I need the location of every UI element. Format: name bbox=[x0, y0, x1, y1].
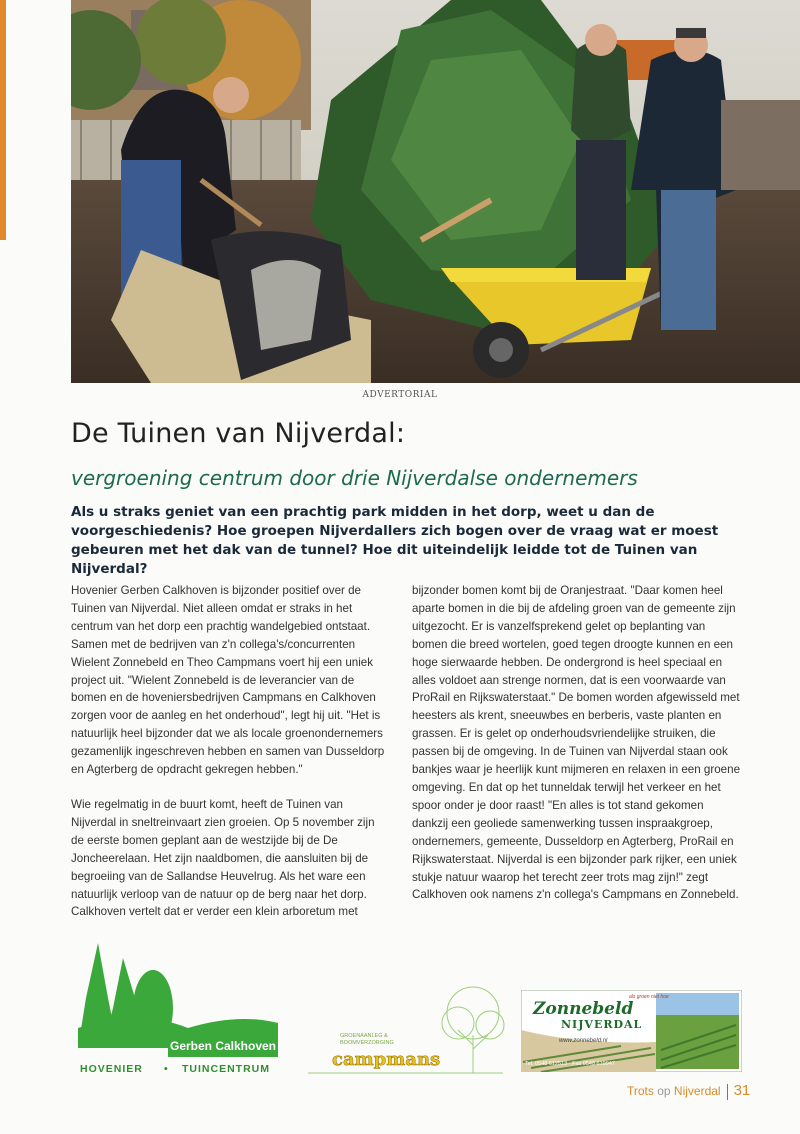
calkhoven-dot: • bbox=[164, 1063, 168, 1075]
zonnebeld-phone: Tel. 0548 612513 - Fax 0548 619947 bbox=[525, 1061, 615, 1067]
calkhoven-left: HOVENIER bbox=[80, 1063, 143, 1075]
page-number: 31 bbox=[733, 1082, 751, 1099]
campmans-tag1: GROENAANLEG & bbox=[340, 1033, 388, 1039]
zonnebeld-name: Zonnebeld bbox=[533, 999, 634, 1019]
zonnebeld-place: NIJVERDAL bbox=[561, 1018, 643, 1031]
article-column-2 bbox=[412, 582, 742, 921]
paragraph: Wie regelmatig in de buurt komt, heeft de Tuinen van Nijverdal in sneltreinvaart zien groeien. Op 5 november zijn de eerste bomen geplant aan de westzijde bij de De Joncheerelaan. Het zijn naaldbomen, die aansluiten bij de begroeiing van de Sallandse Heuvelrug. Als het ware een natuurlijk verloop van de natuur op de berg naar het dorp. Calkhoven vertelt dat er verder een klein arboretum met bbox=[71, 797, 375, 919]
edge-accent-bar bbox=[0, 0, 6, 240]
footer-text-b: op bbox=[653, 1084, 674, 1098]
article-subtitle: vergroening centrum door drie Nijverdalse ondernemers bbox=[71, 466, 638, 490]
article-column-1 bbox=[71, 582, 389, 938]
footer-divider bbox=[727, 1084, 728, 1100]
paragraph: Hovenier Gerben Calkhoven is bijzonder positief over de Tuinen van Nijverdal. Niet alleen omdat er straks in het centrum van het dorp een prachtig wandelgebied ontstaat. Samen met de bedrijven van z'n collega's/concurrenten Wielent Zonnebeld en Theo Campmans voert hij een uniek project uit. "Wielent Zonnebeld is de leverancier van de bomen en de hoveniersbedrijven Campmans en Calkhoven zorgen voor de aanleg en het onderhoud", legt hij uit. "Het is natuurlijk heel bijzonder dat we als locale groenondernemers gezamenlijk ingeschreven hebben en samen van Dusseldorp en Agterberg de opdracht gekregen hebben." bbox=[71, 584, 385, 777]
campmans-name: campmans bbox=[332, 1049, 441, 1070]
calkhoven-name: Gerben Calkhoven bbox=[169, 1039, 277, 1053]
zonnebeld-logo bbox=[521, 990, 742, 1072]
calkhoven-right: TUINCENTRUM bbox=[182, 1063, 270, 1075]
campmans-logo bbox=[308, 985, 508, 1077]
calkhoven-logo bbox=[78, 938, 278, 1078]
zonnebeld-url: www.zonnebeld.nl bbox=[559, 1038, 608, 1044]
zonnebeld-small: als groen niet hoe bbox=[629, 994, 669, 1000]
advertorial-label: ADVERTORIAL bbox=[362, 390, 438, 400]
hero-photo-illustration bbox=[71, 0, 800, 383]
footer-text-c: Nijverdal bbox=[673, 1084, 721, 1098]
paragraph: bijzonder bomen komt bij de Oranjestraat. "Daar komen heel aparte bomen in die bij de afdeling groen van de gemeente zijn uitgezocht. Er is vanzelfsprekend gelet op beplanting van bomen die breed wortelen, goed tegen droogte kunnen en een hoge sierwaarde hebben. De ondergrond is heel speciaal en alles voldoet aan strenge normen, dat is een voorwaarde van ProRail en Rijkswaterstaat." De bomen worden afgewisseld met heesters als krent, sneeuwbes en berberis, vaste planten en grassen. Er is gelet op onderhoudsvriendelijke struiken, die passen bij de omgeving. In de Tuinen van Nijverdal staan ook bankjes waar je heerlijk kunt mijmeren en relaxen in een groene omgeving. En dat op het tunneldak terwijl het verkeer en het spoor onder je door raast! "En alles is tot stand gekomen dankzij een geoliede samenwerking tussen inspraakgroep, ondernemers, gemeente, Dusseldorp en Agterberg, ProRail en Rijkswaterstaat. Nijverdal is een bijzonder park rijker, een uniek stukje natuur waarop het terecht zeer trots mag zijn!" zegt Calkhoven ook namens z'n collega's Campmans en Zonnebeld. bbox=[412, 584, 741, 902]
hero-photo bbox=[71, 0, 800, 383]
article-lead: Als u straks geniet van een prachtig park midden in het dorp, weet u dan de voorgeschiedenis? Hoe groepen Nijverdallers zich bogen over de vraag wat er moest gebeuren met het dak van de tunnel? Hoe dit uiteindelijk leidde tot de Tuinen van Nijverdal? bbox=[71, 504, 719, 577]
footer-text-a: Trots bbox=[627, 1084, 654, 1098]
article-title: De Tuinen van Nijverdal: bbox=[71, 418, 406, 449]
campmans-tag2: BOOMVERZORGING bbox=[340, 1040, 394, 1046]
page-footer bbox=[627, 1082, 750, 1100]
